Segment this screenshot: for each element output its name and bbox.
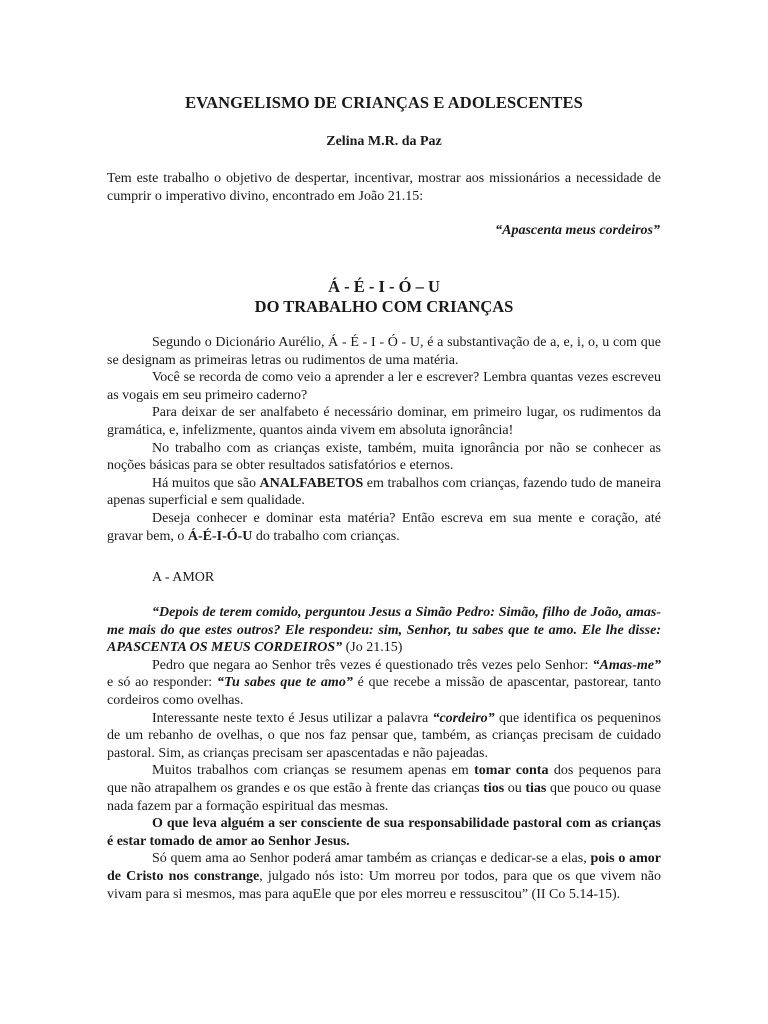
section-a-paragraph-5 (107, 850, 661, 903)
section-heading-vowels: Á - É - I - Ó – U (328, 277, 440, 296)
bible-quote (107, 604, 661, 657)
emphasis-tomar-conta: tomar conta (474, 763, 549, 779)
emphasis-paragraph: O que leva alguém a ser consciente de sua responsabilidade pastoral com as crianças é estar tomado de amor ao Senhor Jesus. (107, 816, 661, 849)
text-span: que identifica os pequeninos de um rebanho de ovelhas, o que nos faz pensar que, também, as crianças precisam de cuidado pastoral. Sim, as crianças precisam ser apascentadas e não pajeadas. (107, 710, 661, 761)
intro-body (107, 334, 661, 545)
text-span: Interessante neste texto é Jesus utilizar a palavra (152, 710, 433, 726)
paragraph-5 (107, 475, 661, 510)
paragraph-1: Segundo o Dicionário Aurélio, Á - É - I - Ó - U, é a substantivação de a, e, i, o, u com que se designam as primeiras letras ou rudimentos de uma matéria. (107, 335, 661, 368)
quote-reference: (Jo 21.15) (342, 640, 403, 656)
emphasis-tios: tios (483, 780, 505, 796)
paragraph-6 (107, 510, 661, 545)
text-span: é que recebe a missão de apascentar, pastorear, tanto cordeiros como ovelhas. (107, 675, 662, 708)
section-a-paragraph-4 (107, 815, 661, 850)
text-span: Muitos trabalhos com crianças se resumem apenas em (152, 763, 475, 779)
text-span: que pouco ou quase nada fazem par a formação espiritual das mesmas. (107, 780, 661, 814)
emphasis-tias: tias (525, 780, 547, 796)
section-heading-sub: DO TRABALHO COM CRIANÇAS (254, 297, 514, 316)
text-span: Pedro que negara ao Senhor três vezes é questionado três vezes pelo Senhor: (152, 657, 593, 673)
text-span: ou (504, 780, 526, 796)
author-name: Zelina M.R. da Paz (326, 134, 442, 149)
intro-paragraph: Tem este trabalho o objetivo de despertar, incentivar, mostrar aos missionários a necessidade de cumprir o imperativo divino, encontrado em João 21.15: (107, 171, 661, 204)
section-a-paragraph-1 (107, 657, 661, 710)
section-a-paragraph-2 (107, 710, 661, 763)
section-a-heading: A - AMOR (152, 570, 215, 585)
emphasis-amas-me: “Amas-me” (592, 657, 661, 673)
emphasis-cordeiro: “cordeiro” (432, 710, 495, 726)
emphasis-aeiou: Á-É-I-Ó-U (187, 528, 253, 544)
text-span: Deseja conhecer e dominar esta matéria? Então escreva em sua mente e coração, até gravar bem, o (107, 510, 661, 544)
section-a-paragraph-3 (107, 762, 661, 815)
paragraph-3: Para deixar de ser analfabeto é necessário dominar, em primeiro lugar, os rudimentos da gramática, e, infelizmente, quantos ainda vivem em absoluta ignorância! (107, 405, 661, 438)
text-span: , julgado nós isto: Um morreu por todos, para que os que vivem não vivam para si mesmos, mas para aquEle que por eles morreu e ressuscitou” (II Co 5.14-15). (107, 868, 661, 902)
emphasis-tu-sabes: “Tu sabes que te amo” (216, 675, 353, 691)
text-span: em trabalhos com crianças, fazendo tudo de maneira apenas superficial e sem qualidade. (107, 475, 661, 509)
text-span: dos pequenos para que não atrapalhem os grandes e os que estão à frente das crianças (107, 763, 661, 796)
document-title: EVANGELISMO DE CRIANÇAS E ADOLESCENTES (185, 93, 583, 112)
text-span: Só quem ama ao Senhor poderá amar também as crianças e dedicar-se a elas, (152, 851, 591, 867)
emphasis-analfabetos: ANALFABETOS (259, 475, 364, 491)
paragraph-4: No trabalho com as crianças existe, também, muita ignorância por não se conhecer as noções básicas para se obter resultados satisfatórios e eternos. (107, 440, 661, 474)
intro-quote: “Apascenta meus cordeiros” (495, 223, 660, 238)
section-a-body (107, 604, 661, 903)
text-span: Há muitos que são (152, 475, 260, 491)
emphasis-amor-de-cristo: pois o amor de Cristo nos constrange (107, 851, 662, 884)
text-span: e só ao responder: (107, 675, 217, 691)
text-span: do trabalho com crianças. (252, 528, 400, 544)
paragraph-2: Você se recorda de como veio a aprender a ler e escrever? Lembra quantas vezes escreveu as vogais em seu primeiro caderno? (107, 370, 661, 403)
quote-text: “Depois de terem comido, perguntou Jesus a Simão Pedro: Simão, filho de João, amas-me mais do que estes outros? Ele respondeu: sim, Senhor, tu sabes que te amo. Ele lhe disse: APASCENTA OS MEUS CORDEIROS” (107, 605, 661, 656)
